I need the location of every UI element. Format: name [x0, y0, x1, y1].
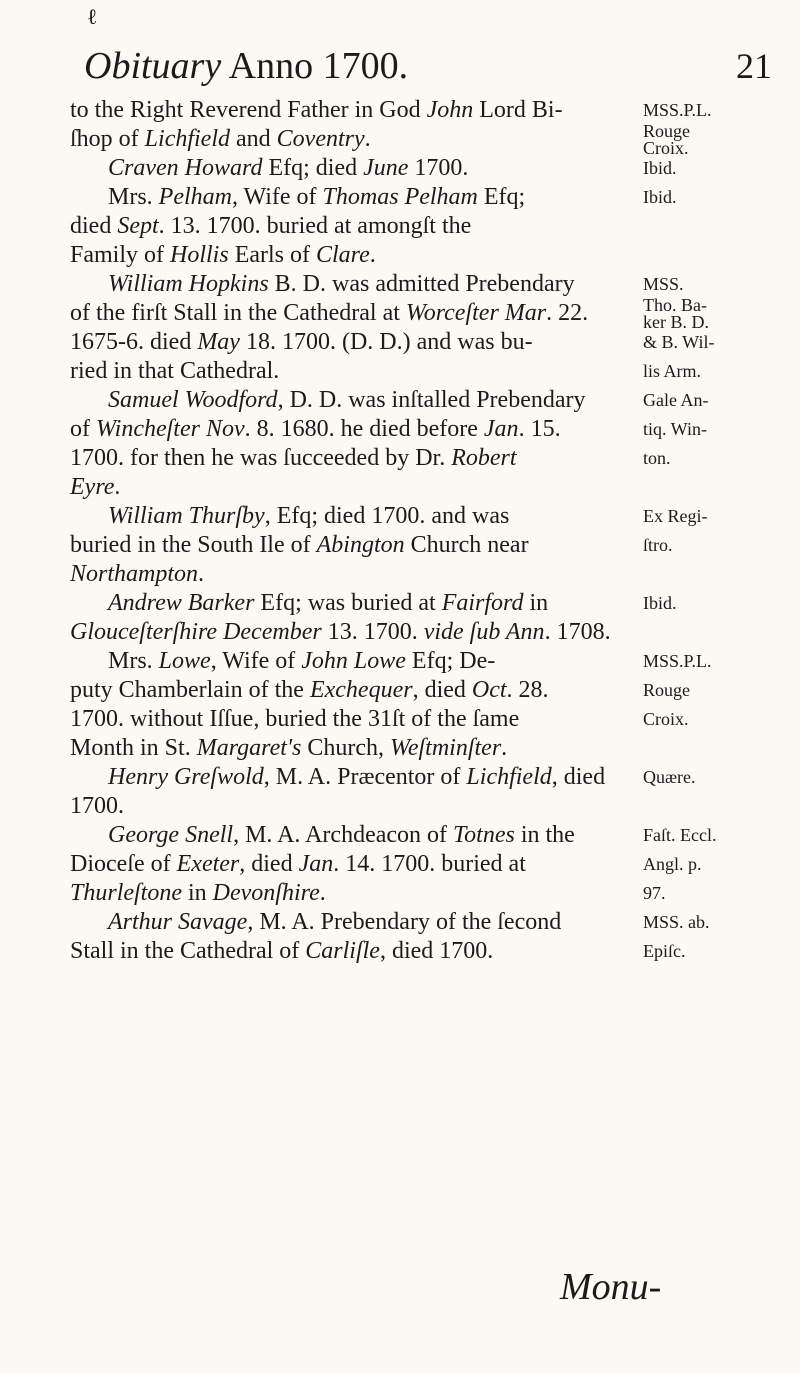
- text-run: and: [230, 126, 277, 152]
- line-text: [70, 676, 549, 705]
- text-run: . 28.: [506, 677, 549, 703]
- text-run: Mrs.: [108, 648, 159, 674]
- margin-note: Tho. Ba- ker B. D.: [643, 295, 709, 332]
- line-text: [70, 212, 471, 241]
- italic-text: Pelham: [158, 184, 232, 210]
- line-text: [70, 154, 468, 183]
- margin-note: Faſt. Eccl.: [643, 825, 717, 845]
- margin-note: Rouge: [643, 680, 690, 700]
- line-text: [70, 531, 529, 560]
- text-line: [70, 676, 800, 705]
- text-line: [70, 121, 800, 158]
- text-line: [70, 734, 800, 763]
- text-run: buried in the South Ile of: [70, 532, 317, 558]
- text-line: [70, 589, 800, 618]
- text-run: , D. D. was inſtalled Prebendary: [277, 387, 586, 413]
- line-text: [70, 908, 561, 937]
- text-line: [70, 154, 800, 183]
- italic-text: Oct: [471, 677, 507, 703]
- italic-text: Northampton: [70, 561, 199, 587]
- margin-note: MSS. ab.: [643, 912, 710, 932]
- text-line: [70, 908, 800, 937]
- margin-note: Ibid.: [643, 593, 677, 613]
- italic-text: Robert: [451, 445, 517, 471]
- margin-note: Croix.: [643, 709, 689, 729]
- line-text: [70, 386, 585, 415]
- margin-note: & B. Wil-: [643, 332, 715, 352]
- margin-note: MSS.P.L.: [643, 651, 712, 671]
- text-run: Church,: [301, 735, 391, 761]
- text-run: Efq;: [477, 184, 526, 210]
- text-run: died: [70, 213, 118, 239]
- text-line: [70, 386, 800, 415]
- text-line: [70, 241, 800, 270]
- line-text: [70, 299, 588, 328]
- text-run: Efq; was buried at: [254, 590, 442, 616]
- margin-note: Ibid.: [643, 187, 677, 207]
- italic-text: Margaret's: [196, 735, 302, 761]
- text-run: in the: [514, 822, 575, 848]
- line-text: [70, 937, 493, 966]
- text-run: , M. A. Archdeacon of: [233, 822, 454, 848]
- margin-note: Angl. p.: [643, 854, 702, 874]
- text-run: 1700.: [70, 793, 124, 819]
- text-run: . 22.: [546, 300, 589, 326]
- text-line: [70, 647, 800, 676]
- text-run: ried in that Cathedral.: [70, 358, 280, 384]
- title-anno: Anno 1700.: [228, 45, 409, 87]
- margin-note: MSS.: [643, 274, 684, 294]
- text-line: [70, 295, 800, 332]
- text-run: , M. A. Præcentor of: [263, 764, 467, 790]
- italic-text: June: [363, 155, 409, 181]
- text-run: , Wife of: [231, 184, 323, 210]
- text-line: [70, 618, 800, 647]
- italic-text: Clare: [316, 242, 370, 268]
- text-line: [70, 444, 800, 473]
- text-line: [70, 763, 800, 792]
- text-run: . 14. 1700. buried at: [333, 851, 526, 877]
- italic-text: Exeter: [176, 851, 240, 877]
- italic-text: May: [197, 329, 240, 355]
- text-run: Lord Bi-: [473, 97, 563, 123]
- text-run: , M. A. Prebendary of the ſecond: [247, 909, 562, 935]
- obituary-text: [70, 96, 800, 966]
- line-text: [70, 473, 120, 502]
- line-text: [70, 850, 526, 879]
- text-run: . 8. 1680. he died before: [244, 416, 484, 442]
- stray-mark: ℓ: [88, 4, 97, 29]
- italic-text: Fairford: [441, 590, 524, 616]
- italic-text: Thurleſtone: [70, 880, 182, 906]
- italic-text: Hollis: [170, 242, 229, 268]
- italic-text: Arthur Savage: [108, 909, 248, 935]
- italic-text: Craven Howard: [108, 155, 263, 181]
- line-text: [70, 183, 525, 212]
- text-run: Dioceſe of: [70, 851, 177, 877]
- text-run: Church near: [404, 532, 529, 558]
- text-run: 1700. for then he was ſucceeded by Dr.: [70, 445, 452, 471]
- text-line: [70, 183, 800, 212]
- margin-note: ſtro.: [643, 535, 673, 555]
- text-run: .: [501, 735, 508, 761]
- italic-text: Worceſter Mar: [405, 300, 547, 326]
- text-run: Mrs.: [108, 184, 159, 210]
- line-text: [70, 96, 563, 125]
- italic-text: Exchequer: [309, 677, 413, 703]
- italic-text: Glouceſterſhire December: [70, 619, 322, 645]
- margin-note: Ex Regi-: [643, 506, 708, 526]
- margin-note: Gale An-: [643, 390, 709, 410]
- text-run: .: [364, 126, 371, 152]
- italic-text: Wincheſter Nov: [96, 416, 245, 442]
- line-text: [70, 328, 533, 357]
- text-run: . 1708.: [544, 619, 611, 645]
- italic-text: William Thurſby: [108, 503, 265, 529]
- line-text: [70, 125, 371, 154]
- text-run: of: [70, 416, 96, 442]
- italic-text: Henry Greſwold: [108, 764, 264, 790]
- text-line: [70, 560, 800, 589]
- italic-text: Samuel Woodford: [108, 387, 278, 413]
- text-line: [70, 879, 800, 908]
- text-run: to the Right Reverend Father in God: [70, 97, 427, 123]
- italic-text: Weſtminſter: [390, 735, 502, 761]
- line-text: [70, 705, 519, 734]
- line-text: [70, 647, 495, 676]
- text-run: 13. 1700.: [321, 619, 424, 645]
- margin-note: Ibid.: [643, 158, 677, 178]
- text-run: Efq; De-: [405, 648, 496, 674]
- text-line: [70, 473, 800, 502]
- line-text: [70, 415, 561, 444]
- text-run: in: [182, 880, 213, 906]
- text-line: [70, 502, 800, 531]
- text-run: 1675-6. died: [70, 329, 198, 355]
- text-run: Stall in the Cathedral of: [70, 938, 306, 964]
- italic-text: Abington: [316, 532, 405, 558]
- text-run: of the firſt Stall in the Cathedral at: [70, 300, 406, 326]
- italic-text: vide ſub Ann: [423, 619, 545, 645]
- text-line: [70, 531, 800, 560]
- text-run: 18. 1700. (D. D.) and was bu-: [239, 329, 533, 355]
- text-line: [70, 328, 800, 357]
- italic-text: Lichfield: [144, 126, 230, 152]
- text-run: Earls of: [228, 242, 316, 268]
- running-title: [84, 44, 408, 88]
- margin-note: ton.: [643, 448, 671, 468]
- italic-text: Eyre: [70, 474, 115, 500]
- text-line: [70, 850, 800, 879]
- margin-note: lis Arm.: [643, 361, 702, 381]
- catchword: Monu-: [560, 1266, 662, 1308]
- text-run: .: [369, 242, 376, 268]
- italic-text: Coventry: [276, 126, 365, 152]
- italic-text: Jan: [298, 851, 334, 877]
- text-line: [70, 792, 800, 821]
- margin-note: MSS.P.L.: [643, 100, 712, 120]
- italic-text: George Snell: [108, 822, 234, 848]
- line-text: [70, 589, 548, 618]
- title-obituary: Obituary: [84, 45, 222, 87]
- text-run: 1700.: [408, 155, 469, 181]
- text-run: , died: [412, 677, 472, 703]
- italic-text: Thomas Pelham: [322, 184, 478, 210]
- text-run: B. D. was admitted Prebendary: [268, 271, 575, 297]
- running-header: [84, 44, 772, 88]
- line-text: [70, 879, 326, 908]
- text-run: 1700. without Iſſue, buried the 31ſt of the ſame: [70, 706, 520, 732]
- text-run: , Wife of: [210, 648, 302, 674]
- line-text: [70, 357, 279, 386]
- italic-text: Lowe: [158, 648, 211, 674]
- line-text: [70, 618, 611, 647]
- italic-text: Totnes: [453, 822, 515, 848]
- margin-note: 97.: [643, 883, 666, 903]
- margin-note: Rouge Croix.: [643, 121, 690, 158]
- text-run: Efq; died: [262, 155, 364, 181]
- line-text: [70, 734, 507, 763]
- text-run: , died: [551, 764, 606, 790]
- italic-text: Lichfield: [466, 764, 552, 790]
- line-text: [70, 241, 376, 270]
- text-line: [70, 212, 800, 241]
- italic-text: William Hopkins: [108, 271, 269, 297]
- italic-text: Devonſhire: [212, 880, 320, 906]
- text-run: .: [114, 474, 121, 500]
- text-run: , died 1700.: [379, 938, 494, 964]
- margin-note: Quære.: [643, 767, 696, 787]
- text-run: Family of: [70, 242, 170, 268]
- text-line: [70, 821, 800, 850]
- text-line: [70, 705, 800, 734]
- text-run: .: [198, 561, 205, 587]
- line-text: [70, 792, 124, 821]
- text-run: . 13. 1700. buried at amongſt the: [158, 213, 472, 239]
- text-run: ſhop of: [70, 126, 145, 152]
- italic-text: Andrew Barker: [108, 590, 255, 616]
- italic-text: Sept: [117, 213, 159, 239]
- italic-text: John Lowe: [301, 648, 406, 674]
- page-number: 21: [736, 46, 772, 86]
- text-run: Month in St.: [70, 735, 197, 761]
- italic-text: John: [426, 97, 474, 123]
- text-line: [70, 937, 800, 966]
- text-run: , Efq; died 1700. and was: [264, 503, 510, 529]
- line-text: [70, 821, 575, 850]
- line-text: [70, 560, 204, 589]
- text-run: in: [523, 590, 549, 616]
- text-run: puty Chamberlain of the: [70, 677, 310, 703]
- text-run: . 15.: [518, 416, 561, 442]
- italic-text: Jan: [483, 416, 519, 442]
- text-run: , died: [239, 851, 299, 877]
- line-text: [70, 502, 509, 531]
- text-line: [70, 96, 800, 125]
- line-text: [70, 444, 517, 473]
- italic-text: Carliſle: [305, 938, 380, 964]
- margin-note: tiq. Win-: [643, 419, 707, 439]
- line-text: [70, 763, 605, 792]
- line-text: [70, 270, 575, 299]
- text-line: [70, 357, 800, 386]
- margin-note: Epiſc.: [643, 941, 686, 961]
- text-run: .: [319, 880, 326, 906]
- text-line: [70, 415, 800, 444]
